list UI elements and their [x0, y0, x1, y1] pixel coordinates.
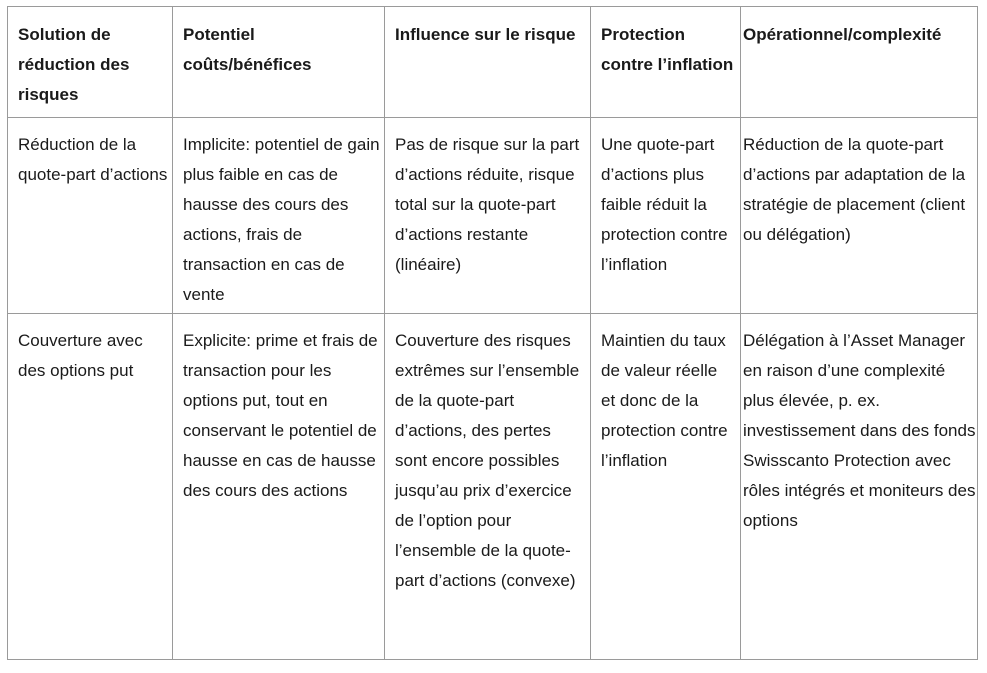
- table-row: [8, 314, 978, 660]
- table-header-row: [8, 7, 978, 118]
- header-operational-complexity: Opérationnel/complexité: [741, 7, 978, 118]
- table-row: [8, 118, 978, 314]
- cell-cost-benefit: Implicite: potentiel de gain plus faible en cas de hausse des cours des actions, frais de transaction en cas de vente: [173, 118, 385, 314]
- cell-solution: Couverture avec des options put: [8, 314, 173, 660]
- cell-operational-complexity: Délégation à l’Asset Manager en raison d’une complexité plus élevée, p. ex. investissement dans des fonds Swisscanto Protection avec rôles intégrés et moniteurs des options: [741, 314, 978, 660]
- header-inflation-protection: Protection contre l’inflation: [591, 7, 741, 118]
- cell-inflation-protection: Une quote-part d’actions plus faible réduit la protection contre l’inflation: [591, 118, 741, 314]
- cell-risk-influence: Couverture des risques extrêmes sur l’ensemble de la quote-part d’actions, des pertes sont encore possibles jusqu’au prix d’exercice de l’option pour l’ensemble de la quote-part d’actions (convexe): [385, 314, 591, 660]
- cell-cost-benefit: Explicite: prime et frais de transaction pour les options put, tout en conservant le potentiel de hausse en cas de hausse des cours des actions: [173, 314, 385, 660]
- risk-reduction-table: [7, 6, 978, 660]
- header-cost-benefit: Potentiel coûts/bénéfices: [173, 7, 385, 118]
- header-risk-influence: Influence sur le risque: [385, 7, 591, 118]
- cell-solution: Réduction de la quote-part d’actions: [8, 118, 173, 314]
- cell-operational-complexity: Réduction de la quote-part d’actions par adaptation de la stratégie de placement (client ou délégation): [741, 118, 978, 314]
- cell-inflation-protection: Maintien du taux de valeur réelle et donc de la protection contre l’inflation: [591, 314, 741, 660]
- header-solution: Solution de réduction des risques: [8, 7, 173, 118]
- cell-risk-influence: Pas de risque sur la part d’actions réduite, risque total sur la quote-part d’actions restante (linéaire): [385, 118, 591, 314]
